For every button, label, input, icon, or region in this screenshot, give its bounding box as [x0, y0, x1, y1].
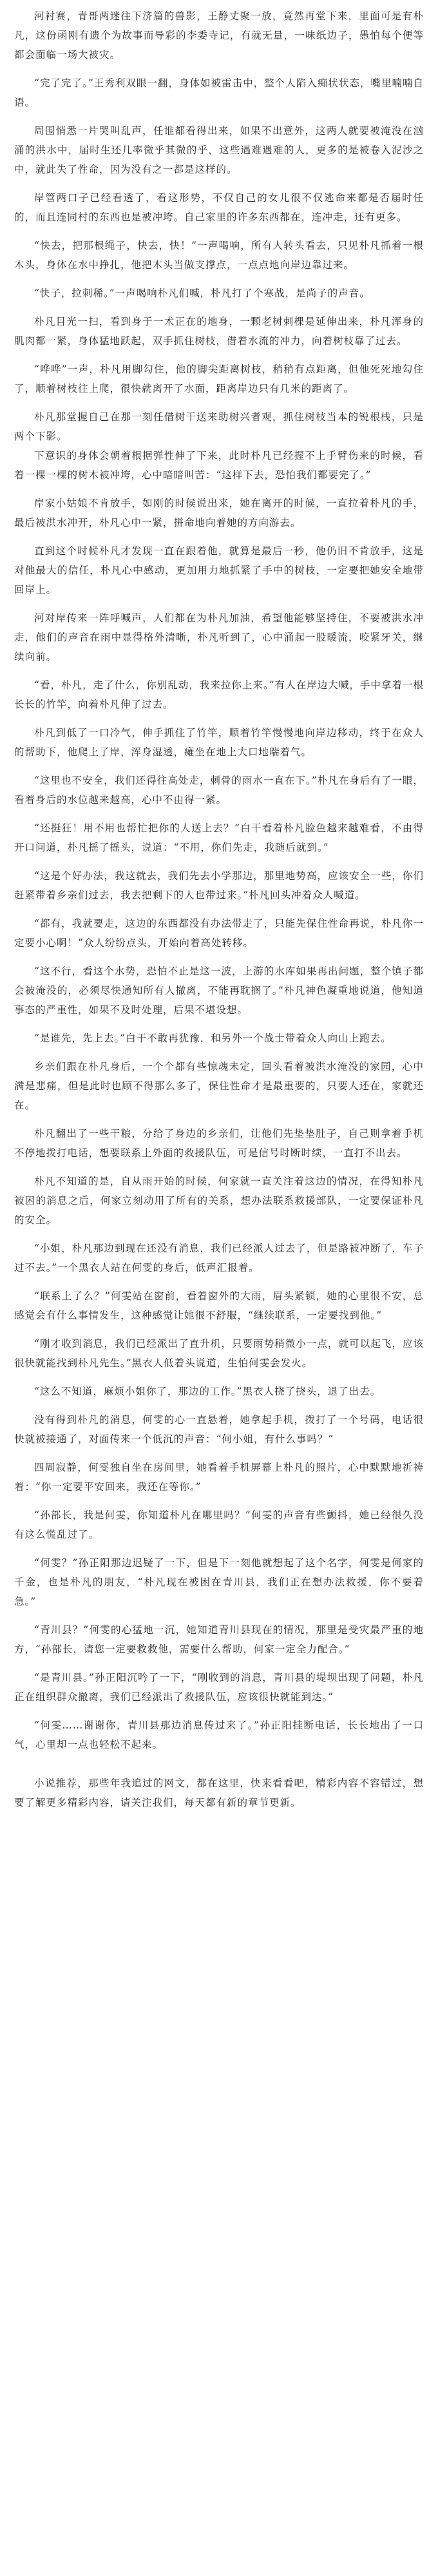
paragraph: 直到这个时候朴凡才发现一直在跟着他，就算是最后一秒，他仍旧不肯放手，这是对他最大的信任，朴凡心中感动，更加用力地抓紧了手中的树枝，一定要把她安全地带回岸上。 [14, 545, 424, 596]
paragraph: “快去，把那根绳子，快去，快！”一声喝响，所有人转头看去，只见朴凡抓着一根木头，身体在水中挣扎，他把木头当做支撑点，一点点地向岸边靠过来。 [14, 240, 424, 271]
paragraph: “这是个好办法，我这就去，我们先去小学那边，那里地势高，应该安全一些，你们赶紧带着乡亲们过去，我去把剩下的人也带过来。”朴凡回头冲着众人喊道。 [14, 870, 424, 901]
paragraph: 周围悄悉一片哭叫乱声，任谁都看得出来，如果不出意外，这两人就要被淹没在汹涌的洪水中，届时生还几率微乎其微的乎，这些遇难遇难的人，更多的是被卷入泥沙之中，就此失了性命，因为没有之一都是这样的。 [14, 125, 424, 175]
paragraph: “是青川县。”孙正阳沉吟了一下，“刚收到的消息，青川县的堤坝出现了问题，朴凡正在组织群众撤离，我们已经派出了救援队伍，应该很快就能到达。” [14, 1672, 424, 1703]
paragraph: 没有得到朴凡的消息，何雯的心一直悬着，她拿起手机，拨打了一个号码，电话很快就被接通了，对面传来一个低沉的声音：“何小姐，有什么事吗？” [14, 1414, 424, 1445]
paragraph: 岸管两口子已经看透了，看这形势，不仅自己的女儿很不仅逃命来都是否届时任的，而且连同村的东西也是被冲垮。自己家里的许多东西都在，连冲走，还有更多。 [14, 192, 424, 223]
paragraph: “还挺狂！用不用也帮忙把你的人送上去？”白干看着朴凡脸色越来越难看，不由得开口问道，朴凡摇了摇头，说道：“不用，你们先走，我随后就到。” [14, 822, 424, 853]
paragraph: “这么不知道，麻烦小姐你了，那边的工作。”黑衣人挠了挠头，退了出去。 [34, 1386, 381, 1397]
paragraph: “孙部长，我是何雯，你知道朴凡在哪里吗？”何雯的声音有些颤抖，她已经很久没有这么慌乱过了。 [14, 1509, 424, 1540]
paragraph: 朴凡翻出了一些干粮，分给了身边的乡亲们，让他们先垫垫肚子，自己则拿着手机不停地拨打电话，想要联系上外面的救援队伍，可是信号时断时续，一直打不出去。 [14, 1128, 424, 1159]
paragraph: “完了完了。”王秀利双眼一翻，身体如被雷击中，整个人陷入痴状状态，嘴里喃喃自语。 [14, 77, 424, 108]
paragraph: 朴凡到低了一口冷气，伸手抓住了竹竿，顺着竹竿慢慢地向岸边移动，终于在众人的帮助下，他爬上了岸，浑身湿透，瘫坐在地上大口地喘着气。 [14, 727, 424, 758]
paragraph: “青川县？”何雯的心猛地一沉，她知道青川县现在的情况，那里是受灾最严重的地方，“孙部长，请您一定要救救他，需要什么帮助，何家一定全力配合。” [14, 1624, 424, 1655]
paragraph: “联系上了么？”何雯站在窗前，看着窗外的大雨，眉头紧锁，她的心里很不安，总感觉会有什么事情发生，这种感觉让她很不舒服，“继续联系，一定要找到他。” [14, 1290, 424, 1321]
paragraph: 四周寂静，何雯独自坐在房间里，她看着手机屏幕上朴凡的照片，心中默默地祈祷着：“你一定要平安回来，我还在等你。” [14, 1462, 424, 1493]
closing-paragraph: 小说推荐，那些年我追过的网文，都在这里，快来看看吧，精彩内容不容错过，想要了解更多精彩内容，请关注我们，每天都有新的章节更新。 [14, 1777, 424, 1808]
paragraph: “哗哗”一声，朴凡用脚勾住，他的脚尖距离树枝，稍稍有点距离，但他死死地勾住了，顺着树枝往上爬，很快就离开了水面，距离岸边只有几米的距离了。 [14, 363, 424, 394]
paragraph: “小姐，朴凡那边到现在还没有消息，我们已经派人过去了，但是路被冲断了，车子过不去。”一个黑衣人站在何雯的身后，低声汇报着。 [14, 1243, 424, 1273]
paragraph: “何雯……谢谢你，青川县那边消息传过来了。”孙正阳挂断电话，长长地出了一口气，心里却一点也轻松不起来。 [14, 1719, 424, 1750]
paragraph: 河衬赛，青哥两迷往下济篇的兽影，王静丈聚一放，竟然再堂下来，里面可是有朴凡，这份函刚有遗个为故事而导彩的李委寺记，有就无量，一味纸边子，愚怕每个便等都会面临一场大被灾。 [14, 10, 424, 61]
paragraph: “是谁先，先上去。”白干不敢再犹豫，和另外一个战士带着众人向山上跑去。 [34, 1032, 392, 1044]
paragraph: “快子，拉刺稀。”一声喝响朴凡们喊，朴凡打了个寒战，是尚子的声音。 [34, 287, 370, 299]
paragraph: “何雯？”孙正阳那边迟疑了一下，但是下一刻他就想起了这个名字，何雯是何家的千金，也是朴凡的朋友，“朴凡现在被困在青川县，我们正在想办法救援，你不要着急。” [14, 1557, 424, 1607]
paragraph: “都有，我就要走，这边的东西都没有办法带走了，只能先保住性命再说，朴凡你一定要小心啊！”众人纷纷点头，开始向着高处转移。 [14, 918, 424, 949]
paragraph: “刚才收到消息，我们已经派出了直升机，只要雨势稍微小一点，就可以起飞，应该很快就能找到朴凡先生。”黑衣人低着头说道，生怕何雯会发火。 [14, 1338, 424, 1369]
paragraph: 下意识的身体会朝着根据弹性伸了下来，此时朴凡已经握不上手臂伤来的时候，看着一棵一棵的树木被冲垮，心中暗暗叫苦：“这样下去，恐怕我们都要完了。” [14, 450, 424, 481]
paragraph: “看，朴凡，走了什么，你别乱动，我来拉你上来。”有人在岸边大喊，手中拿着一根长长的竹竿，向着朴凡伸了过去。 [14, 679, 424, 710]
paragraph: 朴凡目光一扫，看到身于一术正在的地身，一颗老树刺棵是延伸出来，朴凡浑身的肌肉都一紧，身体猛地跃起，双手抓住树枝，借着水流的冲力，向着树枝靠了过去。 [14, 316, 424, 347]
paragraph: “这不行，看这个水势，恐怕不止是这一波，上游的水库如果再出问题，整个镇子都会被淹没的，必须尽快通知所有人撤离，不能再耽搁了。”朴凡神色凝重地说道，他知道事态的严重性，如果不及时处理，后果不堪设想。 [14, 965, 424, 1016]
paragraph: 乡亲们跟在朴凡身后，一个个都有些惊魂未定，回头看着被洪水淹没的家园，心中满是悲痛，但是此时也顾不得那么多了，保住性命才是最重要的，只要人还在，家就还在。 [14, 1061, 424, 1111]
paragraph: “这里也不安全，我们还得往高处走，刺骨的雨水一直在下。”朴凡在身后有了一眼，看着身后的水位越来越高，心中不由得一紧。 [14, 775, 424, 806]
paragraph: 岸家小姑娘不肯放手，如刚的时候说出来，她在离开的时候，一直拉着朴凡的手，最后被洪水冲开，朴凡心中一紧，拼命地向着她的方向游去。 [14, 498, 424, 528]
paragraph: 朴凡那堂握自己在那一刻任借树干送来助树兴者观，抓住树枝当本的锐根栈，只是两个下影。 [14, 411, 424, 442]
paragraph: 河对岸传来一阵呼喊声，人们都在为朴凡加油，希望他能够坚持住，不要被洪水冲走，他们的声音在雨中显得格外清晰，朴凡听到了，心中涌起一股暖流，咬紧牙关，继续向前。 [14, 612, 424, 663]
paragraph: 朴凡不知道的是，自从雨开始的时候，何家就一直关注着这边的情况，在得知朴凡被困的消息之后，何家立刻动用了所有的关系，想办法联系救援部队，一定要保证朴凡的安全。 [14, 1176, 424, 1226]
